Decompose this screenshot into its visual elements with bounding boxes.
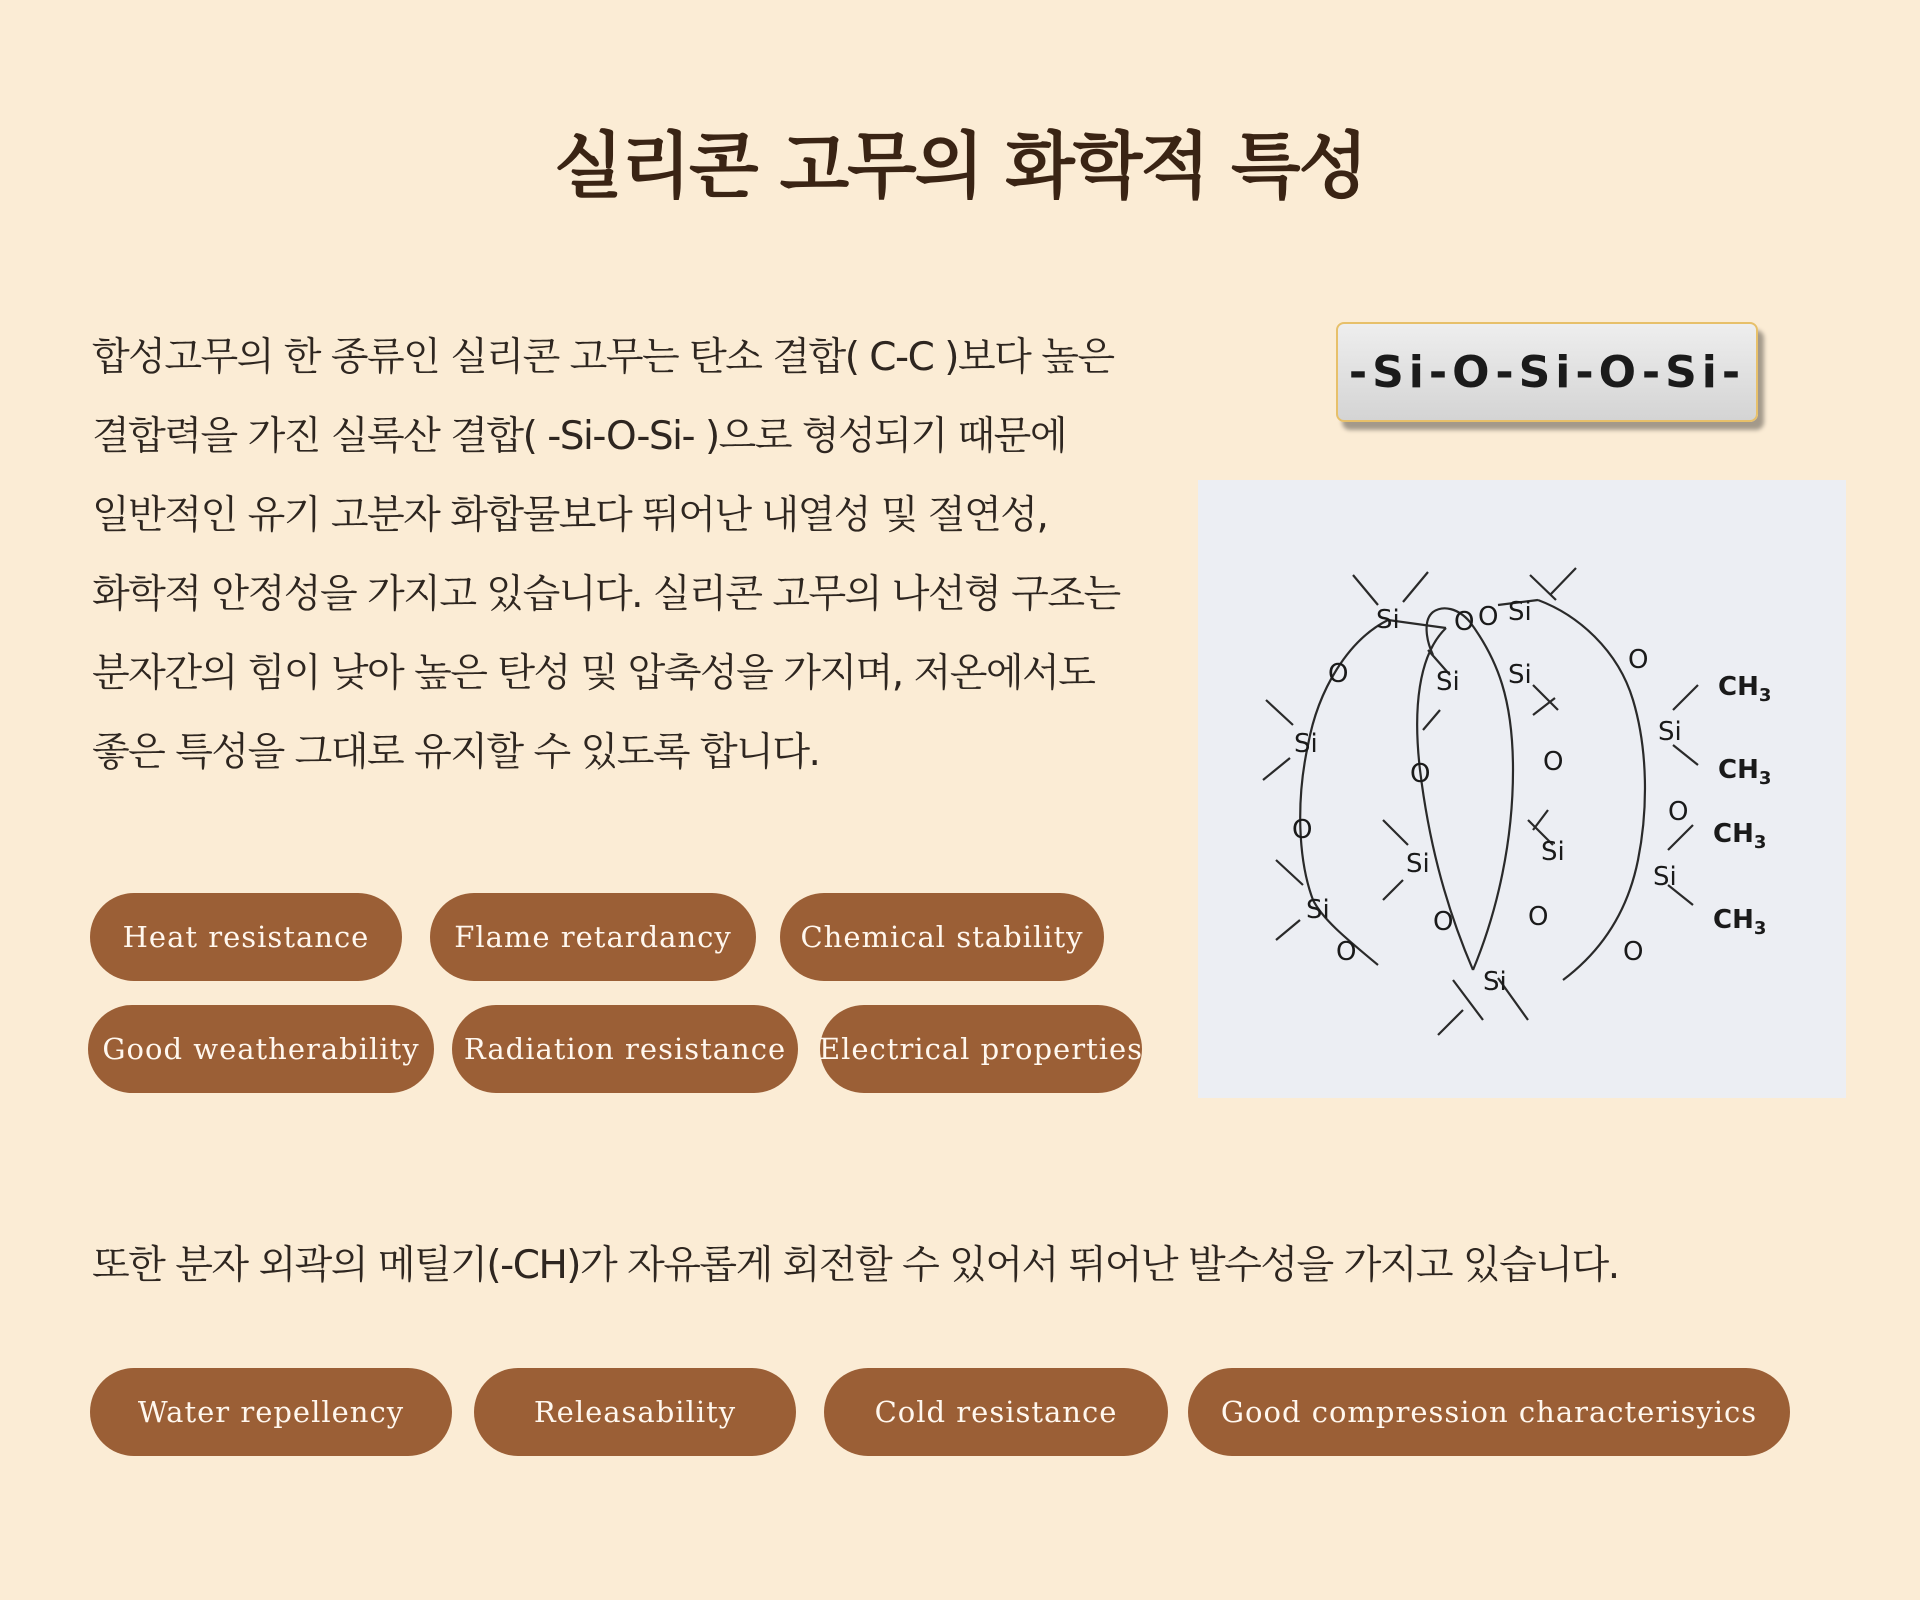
property-tag-chemical-stability: Chemical stability [780, 893, 1104, 981]
property-tag-electrical-properties: Electrical properties [820, 1005, 1142, 1093]
svg-text:O: O [1454, 607, 1475, 637]
svg-text:O: O [1478, 602, 1499, 632]
svg-text:Si: Si [1436, 667, 1460, 697]
svg-text:O: O [1336, 937, 1357, 967]
svg-text:Si: Si [1483, 967, 1507, 997]
svg-text:CH3: $CH_3$ [1718, 672, 1772, 706]
svg-text:Si: Si [1306, 895, 1330, 925]
svg-text:O: O [1328, 659, 1349, 689]
svg-text:Si: Si [1508, 597, 1532, 627]
page-title: 실리콘 고무의 화학적 특성 [553, 124, 1367, 208]
svg-text:Si: Si [1508, 660, 1532, 690]
svg-text:O: O [1528, 902, 1549, 932]
svg-text:O: O [1628, 645, 1649, 675]
property-tag-heat-resistance: Heat resistance [90, 893, 402, 981]
svg-text:Si: Si [1653, 862, 1677, 892]
silicone-molecule-diagram [1198, 480, 1846, 1098]
svg-text:O: O [1668, 797, 1689, 827]
property-tag-cold-resistance: Cold resistance [824, 1368, 1168, 1456]
svg-text:CH3: $CH_3$ [1713, 905, 1767, 939]
svg-text:Si: Si [1658, 717, 1682, 747]
svg-text:O: O [1623, 937, 1644, 967]
property-tag-water-repellency: Water repellency [90, 1368, 452, 1456]
svg-text:O: O [1292, 815, 1313, 845]
siloxane-formula-box: -Si-O-Si-O-Si- [1336, 322, 1758, 422]
svg-text:Si: Si [1376, 605, 1400, 635]
svg-text:Si: Si [1294, 729, 1318, 759]
property-tag-good-weatherability: Good weatherability [88, 1005, 434, 1093]
property-tag-releasability: Releasability [474, 1368, 796, 1456]
molecule-svg [1198, 480, 1846, 1098]
property-tag-radiation-resistance: Radiation resistance [452, 1005, 798, 1093]
description-paragraph: 합성고무의 한 종류인 실리콘 고무는 탄소 결합( C-C )보다 높은 결합력을 가진 실록산 결합( -Si-O-Si- )으로 형성되기 때문에 일반적인 유기 고분자 화합물보다 뛰어난 내열성 및 절연성, 화학적 안정성을 가지고 있습니다. 실리콘 고무의 나선형 구조는 분자간의 힘이 낮아 높은 탄성 및 압축성을 가지며, 저온에서도 좋은 특성을 그대로 유지할 수 있도록 합니다. [92, 335, 1120, 775]
svg-text:Si: Si [1406, 849, 1430, 879]
svg-text:O: O [1410, 759, 1431, 789]
property-tag-flame-retardancy: Flame retardancy [430, 893, 756, 981]
svg-text:Si: Si [1541, 837, 1565, 867]
svg-text:CH3: $CH_3$ [1713, 819, 1767, 853]
svg-text:O: O [1543, 747, 1564, 777]
water-repellency-paragraph: 또한 분자 외곽의 메틸기(-CH)가 자유롭게 회전할 수 있어서 뛰어난 발수성을 가지고 있습니다. [92, 1243, 1619, 1288]
svg-text:CH3: $CH_3$ [1718, 755, 1772, 789]
property-tag-good-compression: Good compression characterisyics [1188, 1368, 1790, 1456]
svg-text:O: O [1433, 907, 1454, 937]
